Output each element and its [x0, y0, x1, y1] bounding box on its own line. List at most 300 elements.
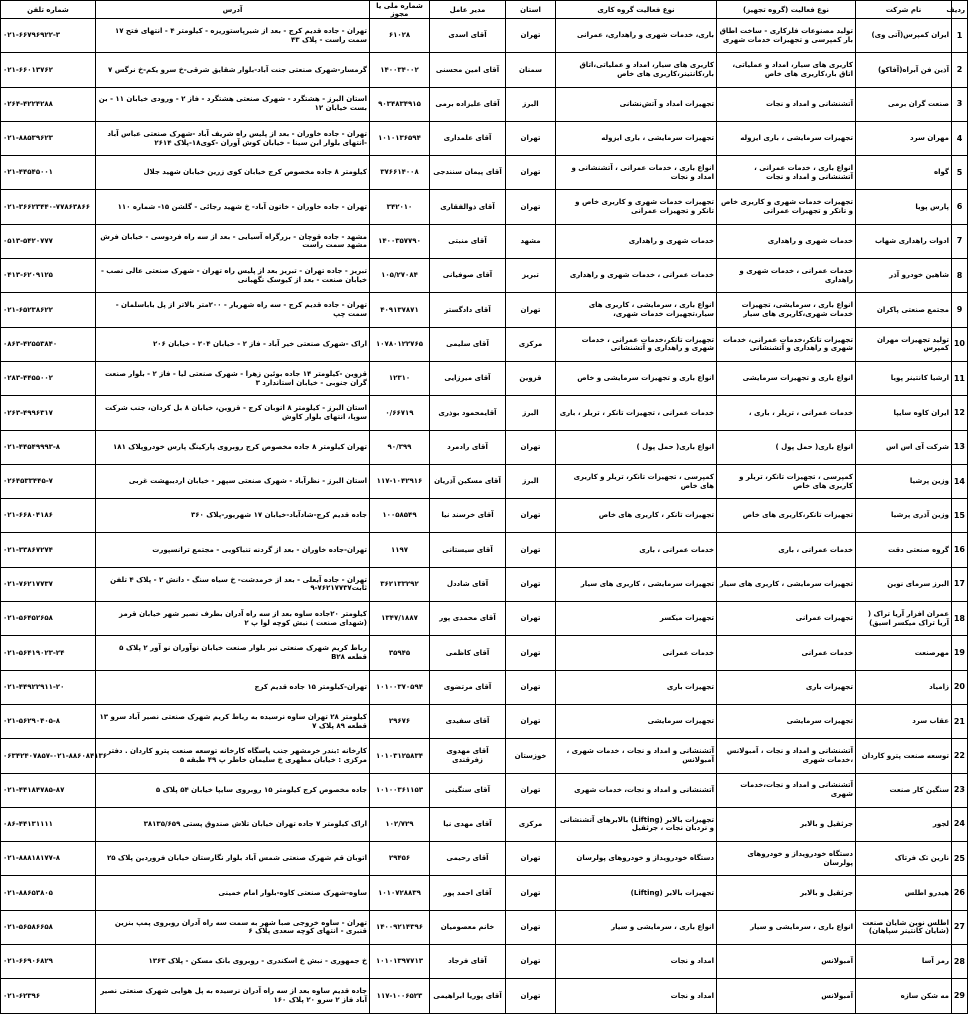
phone-number-cell: ۰۲۱-۳۶۶۲۳۴۴۰-۷۷۸۶۳۸۶۶ — [1, 190, 96, 224]
national-id-cell: ۳۶۲۱۳۳۲۹۲ — [370, 567, 430, 601]
phone-number-cell: ۰۲۱-۶۲۳۹۶ — [1, 979, 96, 1013]
row-number-cell: 5 — [952, 156, 968, 190]
equipment-type-cell: انواع باری و تجهیزات سرمایشی — [717, 361, 856, 395]
phone-number-cell: ۰۲۱-۴۴۹۲۲۹۱۱-۲۰ — [1, 670, 96, 704]
national-id-cell: ۳۵۹۴۵ — [370, 636, 430, 670]
province-cell: تهران — [506, 979, 556, 1013]
phone-number-cell: ۰۵۱۳-۵۴۲۰۷۷۷ — [1, 224, 96, 258]
national-id-cell: ۱۰۱۰۱۳۶۵۹۴ — [370, 121, 430, 155]
row-number-cell: 22 — [952, 739, 968, 773]
ceo-name-cell: آقای مسکین آذریان — [430, 464, 506, 498]
header-cell: نام شرکت — [856, 1, 952, 19]
province-cell: تهران — [506, 910, 556, 944]
national-id-cell: ۱۰۵/۲۷۰۸۴ — [370, 259, 430, 293]
work-type-cell: تجهیزات سرمایشی — [556, 704, 717, 738]
province-cell: تهران — [506, 567, 556, 601]
address-cell: تهران - جاده آبعلی - بعد از خرمدشت- خ سیاه سنگ - دانش ۲ - پلاک ۴ تلفن ثابت۷۶۲۱۷۷۳۷-۹ — [96, 567, 370, 601]
company-name-cell: مجتمع صنعتی پاکران — [856, 293, 952, 327]
national-id-cell: ۱۰۰۵۸۵۴۹ — [370, 499, 430, 533]
province-cell: سمنان — [506, 53, 556, 87]
row-number-cell: 18 — [952, 602, 968, 636]
work-type-cell: خدمات عمرانی — [556, 636, 717, 670]
address-cell: تهران-جاده خاوران - بعد از گردنه تنباکویی - مجتمع ترانسپورت — [96, 533, 370, 567]
national-id-cell: ۱۰۷۸۰۱۲۲۷۶۵ — [370, 327, 430, 361]
province-cell: البرز — [506, 396, 556, 430]
work-type-cell: آتشنشانی و امداد و نجات ، خدمات شهری ، آمبولانس — [556, 739, 717, 773]
national-id-cell: ۱۴۰۰۳۵۷۷۹۰ — [370, 224, 430, 258]
ceo-name-cell: آقای علمداری — [430, 121, 506, 155]
national-id-cell: ۱۱۷-۱۰۴۲۹۱۶ — [370, 464, 430, 498]
phone-number-cell: ۰۲۱-۶۶۰۱۳۷۶۲ — [1, 53, 96, 87]
row-number-cell: 4 — [952, 121, 968, 155]
row-number-cell: 27 — [952, 910, 968, 944]
ceo-name-cell: آقای فرجاد — [430, 945, 506, 979]
row-number-cell: 8 — [952, 259, 968, 293]
province-cell: قزوین — [506, 361, 556, 395]
national-id-cell: ۱۱۷-۱۰۰۶۵۲۳ — [370, 979, 430, 1013]
ceo-name-cell: آقای خرسند نیا — [430, 499, 506, 533]
national-id-cell: ۲۹۶۷۶ — [370, 704, 430, 738]
company-name-cell: سنگین کار صنعت — [856, 773, 952, 807]
ceo-name-cell: آقای سیستانی — [430, 533, 506, 567]
ceo-name-cell: آقای سلیمی — [430, 327, 506, 361]
work-type-cell: تجهیزات سرمایشی ، باری ایزوله — [556, 121, 717, 155]
address-cell: تهران-کیلومتر ۱۵ جاده قدیم کرج — [96, 670, 370, 704]
company-name-cell: لجور — [856, 807, 952, 841]
equipment-type-cell: تجهیزات خدمات شهری و کاربری خاص و تانکر و تجهیزات عمرانی — [717, 190, 856, 224]
address-cell: کیلومتر ۸ جاده مخصوص کرج خیابان کوی زرین خیابان شهید جلال — [96, 156, 370, 190]
table-row — [1, 876, 968, 910]
table-row — [1, 19, 968, 53]
company-name-cell: پارس پویا — [856, 190, 952, 224]
phone-number-cell: ۰۲۱-۶۶۷۹۶۹۲۲-۳ — [1, 19, 96, 53]
table-row — [1, 327, 968, 361]
phone-number-cell: ۰۲۱-۶۶۸۰۴۱۸۶ — [1, 499, 96, 533]
province-cell: تهران — [506, 704, 556, 738]
equipment-type-cell: دستگاه خودرویداز و خودروهای پولرسان — [717, 842, 856, 876]
phone-number-cell: ۰۲۱-۴۴۱۸۴۷۸۵-۸۷ — [1, 773, 96, 807]
work-type-cell: تجهیزات بالابر (Lifting) — [556, 876, 717, 910]
province-cell: مرکزی — [506, 807, 556, 841]
company-name-cell: وزین آذری پرشیا — [856, 499, 952, 533]
table-row — [1, 190, 968, 224]
national-id-cell: ۱۰۱۰۰۳۶۱۱۵۳ — [370, 773, 430, 807]
row-number-cell: 10 — [952, 327, 968, 361]
row-number-cell: 15 — [952, 499, 968, 533]
company-name-cell: مه شکن سازه — [856, 979, 952, 1013]
equipment-type-cell: تجهیزات عمرانی — [717, 602, 856, 636]
work-type-cell: انواع باری( حمل پول ) — [556, 430, 717, 464]
ceo-name-cell: آقای مرتضوی — [430, 670, 506, 704]
company-name-cell: مهران سرد — [856, 121, 952, 155]
table-row — [1, 739, 968, 773]
header-cell: استان — [506, 1, 556, 19]
address-cell: جاده مخصوص کرج کیلومتر ۱۵ روبروی سایپا خیابان ۵۴ پلاک ۵ — [96, 773, 370, 807]
row-number-cell: 6 — [952, 190, 968, 224]
province-cell: خوزستان — [506, 739, 556, 773]
equipment-type-cell: انواع باری ، سرمایشی و سیار — [717, 910, 856, 944]
row-number-cell: 29 — [952, 979, 968, 1013]
equipment-type-cell: انواع باری( حمل پول ) — [717, 430, 856, 464]
equipment-type-cell: آتشنشانی و امداد و نجات — [717, 87, 856, 121]
national-id-cell: ۱۰۲/۷۲۹ — [370, 807, 430, 841]
phone-number-cell: ۰۲۱-۴۴۵۴۵۰۰۱ — [1, 156, 96, 190]
ceo-name-cell: آقای رادمرد — [430, 430, 506, 464]
phone-number-cell: ۰۶۳۴۲۴۰۷۸۵۷-۰۲۱-۸۸۶۰۸۴۱۳۶ — [1, 739, 96, 773]
phone-number-cell: ۰۲۱-۶۵۲۳۸۶۲۲ — [1, 293, 96, 327]
table-row — [1, 224, 968, 258]
equipment-type-cell: تجهیزات سرمایشی — [717, 704, 856, 738]
national-id-cell: ۱۴۰۰۹۲۱۴۳۹۶ — [370, 910, 430, 944]
ceo-name-cell: خانم معصومیان — [430, 910, 506, 944]
province-cell: تهران — [506, 945, 556, 979]
equipment-type-cell: جرثقیل و بالابر — [717, 876, 856, 910]
address-cell: کیلومتر ۲۸ تهران ساوه نرسیده به رباط کریم شهرک صنعتی نصیر آباد سرو ۱۳ قطعه ۸۹ پلاک ۷ — [96, 704, 370, 738]
company-name-cell: شاهین خودرو آذر — [856, 259, 952, 293]
phone-number-cell: ۰۲۱-۵۶۴۵۲۶۵۸ — [1, 602, 96, 636]
province-cell: تهران — [506, 876, 556, 910]
address-cell: تهران - جاده خاوران - بعد از پلیس راه شریف آباد -شهرک صنعتی عباس آباد -انتهای بلوار ابن سینا - خیابان کوش آوران -کوی۱۸-پلاک ۲۶۱۴ — [96, 121, 370, 155]
row-number-cell: 23 — [952, 773, 968, 807]
header-cell: نوع فعالیت گروه کاری — [556, 1, 717, 19]
company-name-cell: شرکت آی اس اس — [856, 430, 952, 464]
national-id-cell: ۶۱۰۲۸ — [370, 19, 430, 53]
company-name-cell: عمران افزار آریا تراک ( آریا تراک میکسر اسیق) — [856, 602, 952, 636]
ceo-name-cell: آقای علیزاده برمی — [430, 87, 506, 121]
company-name-cell: ایران کمپرس(آتی وی) — [856, 19, 952, 53]
work-type-cell: تجهیزات خدمات شهری و کاربری خاص و تانکر و تجهیزات عمرانی — [556, 190, 717, 224]
national-id-cell: ۲۹۴۵۶ — [370, 842, 430, 876]
header-cell: آدرس — [96, 1, 370, 19]
equipment-type-cell: آتشنشانی و امداد و نجات،خدمات شهری — [717, 773, 856, 807]
equipment-type-cell: انواع باری ، خدمات عمرانی ، آتشنشانی و امداد و نجات — [717, 156, 856, 190]
equipment-type-cell: کمپرسی ، تجهیزات تانکر، تریلر و کاربری های خاص — [717, 464, 856, 498]
header-cell: نوع فعالیت (گروه تجهیز) — [717, 1, 856, 19]
company-name-cell: البرز سرمای نوین — [856, 567, 952, 601]
table-body — [1, 19, 968, 1014]
work-type-cell: آتشنشانی و امداد و نجات، خدمات شهری — [556, 773, 717, 807]
ceo-name-cell: آقای احمد پور — [430, 876, 506, 910]
table-row — [1, 464, 968, 498]
company-name-cell: اطلس نوین شایان صنعت (شایان کانتینر سپاهان) — [856, 910, 952, 944]
table-row — [1, 910, 968, 944]
ceo-name-cell: آقای پوریا ابراهیمی — [430, 979, 506, 1013]
row-number-cell: 26 — [952, 876, 968, 910]
work-type-cell: تجهیزات تانکر ، کاربری های خاص — [556, 499, 717, 533]
address-cell: تهران - جاده قدیم کرج - بعد از شیرپاستوریزه - کیلومتر ۴ - انتهای فتح ۱۷ سمت راست - پلاک ۴۳ — [96, 19, 370, 53]
work-type-cell: باری، خدمات شهری و راهداری، عمرانی — [556, 19, 717, 53]
ceo-name-cell: آقایمحمود بوذری — [430, 396, 506, 430]
table-row — [1, 979, 968, 1013]
equipment-type-cell: تجهیزات تانکر،کاربری های خاص — [717, 499, 856, 533]
company-name-cell: نارین تک فرتاک — [856, 842, 952, 876]
header-cell: شماره تلفن — [1, 1, 96, 19]
address-cell: اراک -شهرک صنعتی خیر آباد - فاز ۲ - خیابان ۲۰۴ - خیابان ۲۰۶ — [96, 327, 370, 361]
row-number-cell: 21 — [952, 704, 968, 738]
work-type-cell: انواع باری ، سرمایشی ، کاربری های سیار،تجهیزات خدمات شهری، — [556, 293, 717, 327]
header-cell: مدیر عامل — [430, 1, 506, 19]
table-row — [1, 533, 968, 567]
phone-number-cell: ۰۲۱-۵۶۴۱۹۰۲۳-۲۴ — [1, 636, 96, 670]
phone-number-cell: ۰۴۱۳-۶۲۰۹۱۲۵ — [1, 259, 96, 293]
phone-number-cell: ۰۸۶-۴۴۱۳۱۱۱۱ — [1, 807, 96, 841]
phone-number-cell: ۰۲۱-۳۳۸۶۷۲۷۴ — [1, 533, 96, 567]
row-number-cell: 1 — [952, 19, 968, 53]
company-name-cell: تولید تجهیزات مهران کمپرس — [856, 327, 952, 361]
province-cell: تهران — [506, 773, 556, 807]
ceo-name-cell: آقای شاددل — [430, 567, 506, 601]
equipment-type-cell: انواع باری ، سرمایشی، تجهیزات خدمات شهری،کاربری های سیار — [717, 293, 856, 327]
equipment-type-cell: خدمات عمرانی ، تریلر ، باری ، — [717, 396, 856, 430]
address-cell: اراک کیلومتر ۷ جاده تهران خیابان تلاش صندوق پستی ۳۸۱۳۵/۶۵۹ — [96, 807, 370, 841]
address-cell: قزوین -کیلومتر ۱۴ جاده بوئین زهرا - شهرک صنعتی لیا - فاز ۲ - بلوار صنعت گران جنوبی - خیابان استاندارد ۳ — [96, 361, 370, 395]
table-row — [1, 430, 968, 464]
table-row — [1, 602, 968, 636]
national-id-cell: ۰/۶۶۷۱۹ — [370, 396, 430, 430]
table-row — [1, 636, 968, 670]
province-cell: مرکزی — [506, 327, 556, 361]
equipment-type-cell: تجهیزات سرمایشی ، کاربری های سیار — [717, 567, 856, 601]
province-cell: تهران — [506, 190, 556, 224]
table-row — [1, 121, 968, 155]
ceo-name-cell: آقای صوفیانی — [430, 259, 506, 293]
row-number-cell: 28 — [952, 945, 968, 979]
equipment-type-cell: تجهیزات باری — [717, 670, 856, 704]
equipment-type-cell: جرثقیل و بالابر — [717, 807, 856, 841]
national-id-cell: ۹۰/۳۹۹ — [370, 430, 430, 464]
address-cell: تهران - جاده خاوران - خاتون آباد- خ شهید رجائی - گلشن ۱۵- شماره ۱۱۰ — [96, 190, 370, 224]
national-id-cell: ۱۰۱۰۳۱۲۵۸۳۴ — [370, 739, 430, 773]
work-type-cell: امداد و نجات — [556, 945, 717, 979]
phone-number-cell: ۰۲۶۳-۴۹۹۶۳۱۷ — [1, 396, 96, 430]
company-name-cell: گروه صنعتی دقت — [856, 533, 952, 567]
ceo-name-cell: آقای پیمان سنندجی — [430, 156, 506, 190]
work-type-cell: امداد و نجات — [556, 979, 717, 1013]
address-cell: تهران - جاده قدیم کرج - سه راه شهریار - ۲۰۰متر بالاتر از پل باباسلمان - سمت چپ — [96, 293, 370, 327]
equipment-type-cell: کاربری های سیار، امداد و عملیاتی، اتاق بار،کاربری های خاص — [717, 53, 856, 87]
national-id-cell: ۱۰۱۰۷۲۸۸۳۹ — [370, 876, 430, 910]
work-type-cell: تجهیزات میکسر — [556, 602, 717, 636]
address-cell: جاده قدیم ساوه بعد از سه راه آدران نرسیده به پل هوایی شهرک صنعتی نصیر آباد فاز ۲ سرو ۲۰ پلاک ۱۶۰ — [96, 979, 370, 1013]
work-type-cell: خدمات عمرانی ، تجهیزات تانکر ، تریلر ، باری — [556, 396, 717, 430]
work-type-cell: انواع باری ، خدمات عمرانی ، آتشنشانی و امداد و نجات — [556, 156, 717, 190]
row-number-cell: 11 — [952, 361, 968, 395]
equipment-type-cell: خدمات عمرانی — [717, 636, 856, 670]
ceo-name-cell: آقای ذوالفقاری — [430, 190, 506, 224]
ceo-name-cell: آقای امین محسنی — [430, 53, 506, 87]
row-number-cell: 7 — [952, 224, 968, 258]
work-type-cell: انواع باری ، سرمایشی و سیار — [556, 910, 717, 944]
table-row — [1, 156, 968, 190]
ceo-name-cell: آقای میرزایی — [430, 361, 506, 395]
row-number-cell: 17 — [952, 567, 968, 601]
work-type-cell: کمپرسی ، تجهیزات تانکر، تریلر و کاربری های خاص — [556, 464, 717, 498]
row-number-cell: 19 — [952, 636, 968, 670]
ceo-name-cell: آقای رحیمی — [430, 842, 506, 876]
phone-number-cell: ۰۲۱-۵۶۲۹۰۴۰۵-۸ — [1, 704, 96, 738]
row-number-cell: 3 — [952, 87, 968, 121]
phone-number-cell: ۰۲۱-۶۶۹۰۶۸۲۹ — [1, 945, 96, 979]
work-type-cell: انواع باری و تجهیزات سرمایشی و خاص — [556, 361, 717, 395]
province-cell: مشهد — [506, 224, 556, 258]
work-type-cell: تجهیزات باری — [556, 670, 717, 704]
company-name-cell: توسعه صنعت پترو کاردان — [856, 739, 952, 773]
work-type-cell: تجهیزات بالابر (Lifting) بالابرهای آتشنشانی و نردبان نجات ، جرثقیل — [556, 807, 717, 841]
table-row — [1, 396, 968, 430]
work-type-cell: تجهیزات سرمایشی ، کاربری های سیار — [556, 567, 717, 601]
phone-number-cell: ۰۸۶۳-۴۲۵۵۳۸۴۰ — [1, 327, 96, 361]
province-cell: تهران — [506, 499, 556, 533]
row-number-cell: 25 — [952, 842, 968, 876]
national-id-cell: ۳۷۶۶۱۴۰۰۸ — [370, 156, 430, 190]
ceo-name-cell: آقای محمدی پور — [430, 602, 506, 636]
address-cell: کارخانه :بندر خرمشهر جنب پاسگاه کارخانه توسعه صنعت پترو کاردان . دفتر مرکزی : خیابان مطهری خ سلیمان خاطر پ ۴۹ طبقه ۵ — [96, 739, 370, 773]
address-cell: تبریز - جاده تهران - تبریز بعد از پلیس راه تهران - شهرک صنعتی عالی نصب - خیابان صنعت - بعد از کیوسک نگهبانی — [96, 259, 370, 293]
work-type-cell: خدمات شهری و راهداری — [556, 224, 717, 258]
equipment-type-cell: خدمات شهری و راهداری — [717, 224, 856, 258]
phone-number-cell: ۰۲۱-۵۶۵۸۶۶۵۸ — [1, 910, 96, 944]
national-id-cell: ۱۳۴۷/۱۸۸۷ — [370, 602, 430, 636]
province-cell: تهران — [506, 533, 556, 567]
province-cell: البرز — [506, 464, 556, 498]
table-row — [1, 842, 968, 876]
province-cell: تهران — [506, 156, 556, 190]
company-name-cell: رمز آسا — [856, 945, 952, 979]
company-name-cell: مهرصنعت — [856, 636, 952, 670]
row-number-cell: 20 — [952, 670, 968, 704]
national-id-cell: ۳۴۲۰۱۰ — [370, 190, 430, 224]
phone-number-cell: ۰۲۶۴-۴۲۲۴۲۸۸ — [1, 87, 96, 121]
phone-number-cell: ۰۲۱-۴۴۵۴۹۹۹۳-۸ — [1, 430, 96, 464]
phone-number-cell: ۰۲۱-۷۶۲۱۷۷۳۷ — [1, 567, 96, 601]
national-id-cell: ۱۲۳۱۰ — [370, 361, 430, 395]
equipment-type-cell: خدمات عمرانی ، خدمات شهری و راهداری — [717, 259, 856, 293]
province-cell: تهران — [506, 121, 556, 155]
address-cell: مشهد - جاده قوچان - بزرگراه آسیایی - بعد از سه راه فردوسی - خیابان فرش مشهد سمت راست — [96, 224, 370, 258]
table-row — [1, 87, 968, 121]
work-type-cell: دستگاه خودرویداز و خودروهای پولرسان — [556, 842, 717, 876]
row-number-cell: 16 — [952, 533, 968, 567]
national-id-cell: ۱۰۱۰۱۳۹۷۷۱۳ — [370, 945, 430, 979]
national-id-cell: ۴۰۹۱۳۷۸۷۱ — [370, 293, 430, 327]
work-type-cell: خدمات عمرانی ، خدمات شهری و راهداری — [556, 259, 717, 293]
national-id-cell: ۱۰۱۰۰۳۷۰۵۹۴ — [370, 670, 430, 704]
row-number-cell: 12 — [952, 396, 968, 430]
national-id-cell: ۱۴۰۰۳۴۰۰۲ — [370, 53, 430, 87]
company-name-cell: آذین فن آبراه(آفاکو) — [856, 53, 952, 87]
table-row — [1, 567, 968, 601]
table-row — [1, 807, 968, 841]
address-cell: تهران - ساوه خروجی صبا شهر به سمت سه راه آدران روبروی پمپ بنزین قنبری - انتهای کوچه سعدی پلاک ۶ — [96, 910, 370, 944]
address-cell: رباط کریم شهرک صنعتی نیر بلوار صنعت خیابان نوآوران نو آور ۲ پلاک ۵ قطعه B۲۸ — [96, 636, 370, 670]
work-type-cell: کاربری های سیار، امداد و عملیاتی،اتاق بار،کانتینر،کاربری های خاص — [556, 53, 717, 87]
province-cell: تهران — [506, 670, 556, 704]
address-cell: استان البرز - نظرآباد - شهرک صنعتی سپهر - خیابان اردیبهشت غربی — [96, 464, 370, 498]
phone-number-cell: ۰۲۱-۸۸۶۵۳۸۰۵ — [1, 876, 96, 910]
province-cell: تبریز — [506, 259, 556, 293]
ceo-name-cell: آقای مهدوی زفرقندی — [430, 739, 506, 773]
table-row — [1, 361, 968, 395]
header-cell: ردیف — [952, 1, 968, 19]
company-name-cell: زامیاد — [856, 670, 952, 704]
equipment-type-cell: تولید مصنوعات فلزکاری - ساخت اطاق بار کمپرسی و تجهیزات خدمات شهری — [717, 19, 856, 53]
company-name-cell: ادوات راهداری شهاب — [856, 224, 952, 258]
equipment-type-cell: تجهیزات سرمایشی ، باری ایزوله — [717, 121, 856, 155]
header-cell: شماره ملی یا مجوز — [370, 1, 430, 19]
phone-number-cell: ۰۲۱-۸۸۵۳۹۶۲۳ — [1, 121, 96, 155]
ceo-name-cell: آقای مهدی نیا — [430, 807, 506, 841]
ceo-name-cell: آقای سفیدی — [430, 704, 506, 738]
table-row — [1, 293, 968, 327]
company-name-cell: ایران کاوه سایپا — [856, 396, 952, 430]
ceo-name-cell: آقای اسدی — [430, 19, 506, 53]
table-row — [1, 499, 968, 533]
province-cell: تهران — [506, 636, 556, 670]
equipment-type-cell: آتشنشانی و امداد و نجات ، آمبولانس ،خدمات شهری — [717, 739, 856, 773]
province-cell: تهران — [506, 842, 556, 876]
ceo-name-cell: آقای دادگستر — [430, 293, 506, 327]
work-type-cell: خدمات عمرانی ، باری — [556, 533, 717, 567]
ceo-name-cell: آقای کاظمی — [430, 636, 506, 670]
address-cell: استان البرز - کیلومتر ۸ اتوبان کرج - قزوین، خیابان ۸ بل کردان، جنب شرکت سوپا، انتهای بلوار کاوش — [96, 396, 370, 430]
header-row — [1, 1, 968, 19]
work-type-cell: تجهیزات امداد و آتش‌نشانی — [556, 87, 717, 121]
province-cell: تهران — [506, 430, 556, 464]
company-name-cell: عقاب سرد — [856, 704, 952, 738]
address-cell: استان البرز - هشتگرد - شهرک صنعتی هشتگرد - فاز ۲ - ورودی خیابان ۱۱ - بن بست خیابان ۱۲ — [96, 87, 370, 121]
national-id-cell: ۹۰۳۴۸۳۴۹۱۵ — [370, 87, 430, 121]
national-id-cell: ۱۱۹۷ — [370, 533, 430, 567]
company-name-cell: ارشیا کانتینر پویا — [856, 361, 952, 395]
row-number-cell: 14 — [952, 464, 968, 498]
province-cell: تهران — [506, 602, 556, 636]
address-cell: گرمسار-شهرک صنعتی جنت آباد-بلوار شقایق شرقی-خ سرو یکم-خ نرگس ۷ — [96, 53, 370, 87]
equipment-type-cell: آمبولانس — [717, 979, 856, 1013]
address-cell: خ جمهوری - نبش خ اسکندری - روبروی بانک مسکن - پلاک ۱۳۶۳ — [96, 945, 370, 979]
company-name-cell: صنعت گران برمی — [856, 87, 952, 121]
row-number-cell: 9 — [952, 293, 968, 327]
equipment-type-cell: آمبولانس — [717, 945, 856, 979]
ceo-name-cell: آقای سنگینی — [430, 773, 506, 807]
row-number-cell: 13 — [952, 430, 968, 464]
address-cell: اتوبان قم شهرک صنعتی شمس آباد بلوار نگارستان خیابان فروردین پلاک ۲۵ — [96, 842, 370, 876]
table-row — [1, 773, 968, 807]
row-number-cell: 2 — [952, 53, 968, 87]
phone-number-cell: ۰۲۶۴۵۳۳۴۴۵-۷ — [1, 464, 96, 498]
ceo-name-cell: آقای منبتی — [430, 224, 506, 258]
row-number-cell: 24 — [952, 807, 968, 841]
table-row — [1, 53, 968, 87]
address-cell: ساوه-شهرک صنعتی کاوه-بلوار امام خمینی — [96, 876, 370, 910]
company-name-cell: گواه — [856, 156, 952, 190]
province-cell: تهران — [506, 293, 556, 327]
table-row — [1, 670, 968, 704]
table-row — [1, 704, 968, 738]
equipment-type-cell: تجهیزات تانکر،خدمات عمرانی، خدمات شهری و راهداری و آتشنشانی — [717, 327, 856, 361]
address-cell: جاده قدیم کرج-شادآباد-خیابان ۱۷ شهریور-پلاک ۳۶۰ — [96, 499, 370, 533]
table-row — [1, 259, 968, 293]
company-name-cell: وزین پرشیا — [856, 464, 952, 498]
table-row — [1, 945, 968, 979]
phone-number-cell: ۰۲۱-۸۸۸۱۸۱۷۷-۸ — [1, 842, 96, 876]
work-type-cell: تجهیزات تانکر،خدمات عمرانی ، خدمات شهری و راهداری و آتشنشانی — [556, 327, 717, 361]
address-cell: تهران کیلومتر ۸ جاده مخصوص کرج روبروی پارکینگ پارس خودروپلاک ۱۸۱ — [96, 430, 370, 464]
province-cell: تهران — [506, 19, 556, 53]
equipment-type-cell: خدمات عمرانی ، باری — [717, 533, 856, 567]
address-cell: کیلومتر ۲۰جاده ساوه بعد از سه راه آدران بطرف نصیر شهر خیابان قرمز (شهدای صنعت ) نبش کوچه لوا پ ۲ — [96, 602, 370, 636]
province-cell: البرز — [506, 87, 556, 121]
company-name-cell: هیدرو اطلس — [856, 876, 952, 910]
